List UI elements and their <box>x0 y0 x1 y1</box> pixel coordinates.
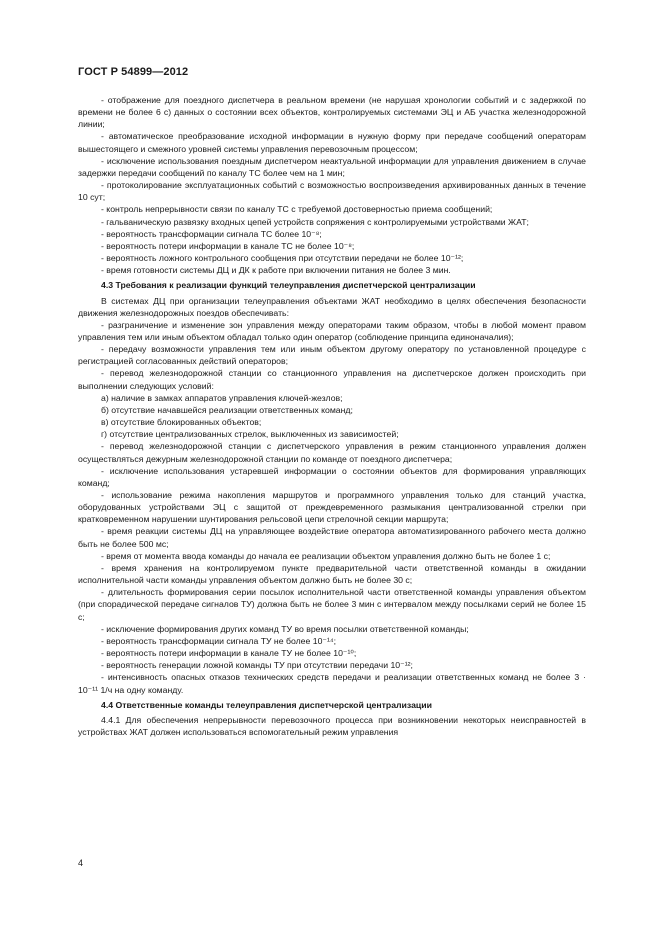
paragraph: - исключение использования поездным диспетчером неактуальной информации для управления движением в случае задержки передачи сообщений по каналу ТС более чем на 1 мин; <box>78 155 586 178</box>
paragraph: в) отсутствие блокированных объектов; <box>101 417 262 428</box>
section-heading: 4.4 Ответственные команды телеуправления диспетчерской централизации <box>101 699 432 710</box>
paragraph: - время хранения на контролируемом пункте предварительной части ответственной команды в ожидании исполнительной части команды управления объектом должно быть не более 30 с; <box>78 562 586 586</box>
paragraph: - время готовности системы ДЦ и ДК к работе при включении питания не более 3 мин. <box>101 265 451 276</box>
paragraph: - перевод железнодорожной станции с диспетчерского управления в режим станционного управления должен осуществляться дежурным железнодорожной станции по команде от поездного диспетчера; <box>78 441 586 464</box>
paragraph: - использование режима накопления маршрутов и программного управления только для станций участка, оборудованных устройствами ЭЦ с защитой от преждевременного размыкания централизованной стрелки при кратковременном нарушении шунтирования рельсовой цепи стрелочной секции маршрута; <box>78 490 586 525</box>
paragraph: - время от момента ввода команды до начала ее реализации объектом управления должно быть не более 1 с; <box>101 550 551 561</box>
page-number: 4 <box>78 858 84 868</box>
paragraph: - вероятность трансформации сигнала ТУ не более 10⁻¹⁴; <box>101 635 337 646</box>
paragraph: г) отсутствие централизованных стрелок, выключенных из зависимостей; <box>101 429 399 440</box>
paragraph: - исключение формирования других команд ТУ во время посылки ответственной команды; <box>101 623 469 634</box>
paragraph: - длительность формирования серии посылок исполнительной части ответственной команды управления объектом (при спорадической передаче сигналов ТУ) должна быть не более 3 мин с интервалом между посылками серий не более 15 с; <box>78 587 586 622</box>
paragraph: - разграничение и изменение зон управления между операторами таким образом, чтобы в любой момент правом управления тем или иным объектом обладал только один оператор (соблюдение принципа единоначалия); <box>78 319 586 342</box>
paragraph: В системах ДЦ при организации телеуправления объектами ЖАТ необходимо в целях обеспечения безопасности движения железнодорожных поездов обеспечивать: <box>78 295 586 318</box>
section-heading: 4.3 Требования к реализации функций телеуправления диспетчерской централизации <box>101 280 476 291</box>
paragraph: - контроль непрерывности связи по каналу ТС с требуемой достоверностью приема сообщений; <box>101 204 493 215</box>
paragraph: - гальваническую развязку входных цепей устройств сопряжения с контролируемыми устройствами ЖАТ; <box>101 216 529 227</box>
paragraph: - вероятность трансформации сигнала ТС более 10⁻⁸; <box>101 228 322 239</box>
paragraph: а) наличие в замках аппаратов управления ключей-жезлов; <box>101 392 343 403</box>
document-header: ГОСТ Р 54899—2012 <box>78 66 189 78</box>
paragraph: - вероятность ложного контрольного сообщения при отсутствии передачи не более 10⁻¹²; <box>101 253 464 264</box>
paragraph: - перевод железнодорожной станции со станционного управления на диспетчерское должен происходить при выполнении следующих условий: <box>78 368 586 391</box>
paragraph: - исключение использования устаревшей информации о состоянии объектов для формирования управляющих команд; <box>78 465 586 488</box>
paragraph: - вероятность генерации ложной команды ТУ при отсутствии передачи 10⁻¹²; <box>101 660 413 671</box>
paragraph: - отображение для поездного диспетчера в реальном времени (не нарушая хронологии событий и с задержкой по времени не более 6 с) данных о состоянии всех объектов, контролируемых системами ЭЦ и АБ участка железнодорожной линии; <box>78 95 586 130</box>
paragraph: - протоколирование эксплуатационных событий с возможностью воспроизведения архивированных данных в течение 10 сут; <box>78 180 586 203</box>
paragraph: - интенсивность опасных отказов технических средств передачи и реализации ответственных команд не более 3 · 10⁻¹¹ 1/ч на одну команду. <box>78 672 586 695</box>
document-body <box>78 94 586 738</box>
paragraph: б) отсутствие начавшейся реализации ответственных команд; <box>101 404 353 415</box>
paragraph: 4.4.1 Для обеспечения непрерывности перевозочного процесса при возникновении некоторых неисправностей в устройствах ЖАТ должен использоваться вспомогательный режим управления <box>78 714 586 737</box>
paragraph: - время реакции системы ДЦ на управляющее воздействие оператора автоматизированного рабочего места должно быть не более 500 мс; <box>78 526 586 549</box>
paragraph: - передачу возможности управления тем или иным объектом другому оператору по установленной процедуре с регистрацией согласованных действий операторов; <box>78 344 586 367</box>
paragraph: - вероятность потери информации в канале ТУ не более 10⁻¹⁰; <box>101 648 357 659</box>
paragraph: - вероятность потери информации в канале ТС не более 10⁻⁸; <box>101 240 355 251</box>
paragraph: - автоматическое преобразование исходной информации в нужную форму при передаче сообщений операторам вышестоящего и смежного уровней системы управления перевозочным процессом; <box>78 131 586 154</box>
